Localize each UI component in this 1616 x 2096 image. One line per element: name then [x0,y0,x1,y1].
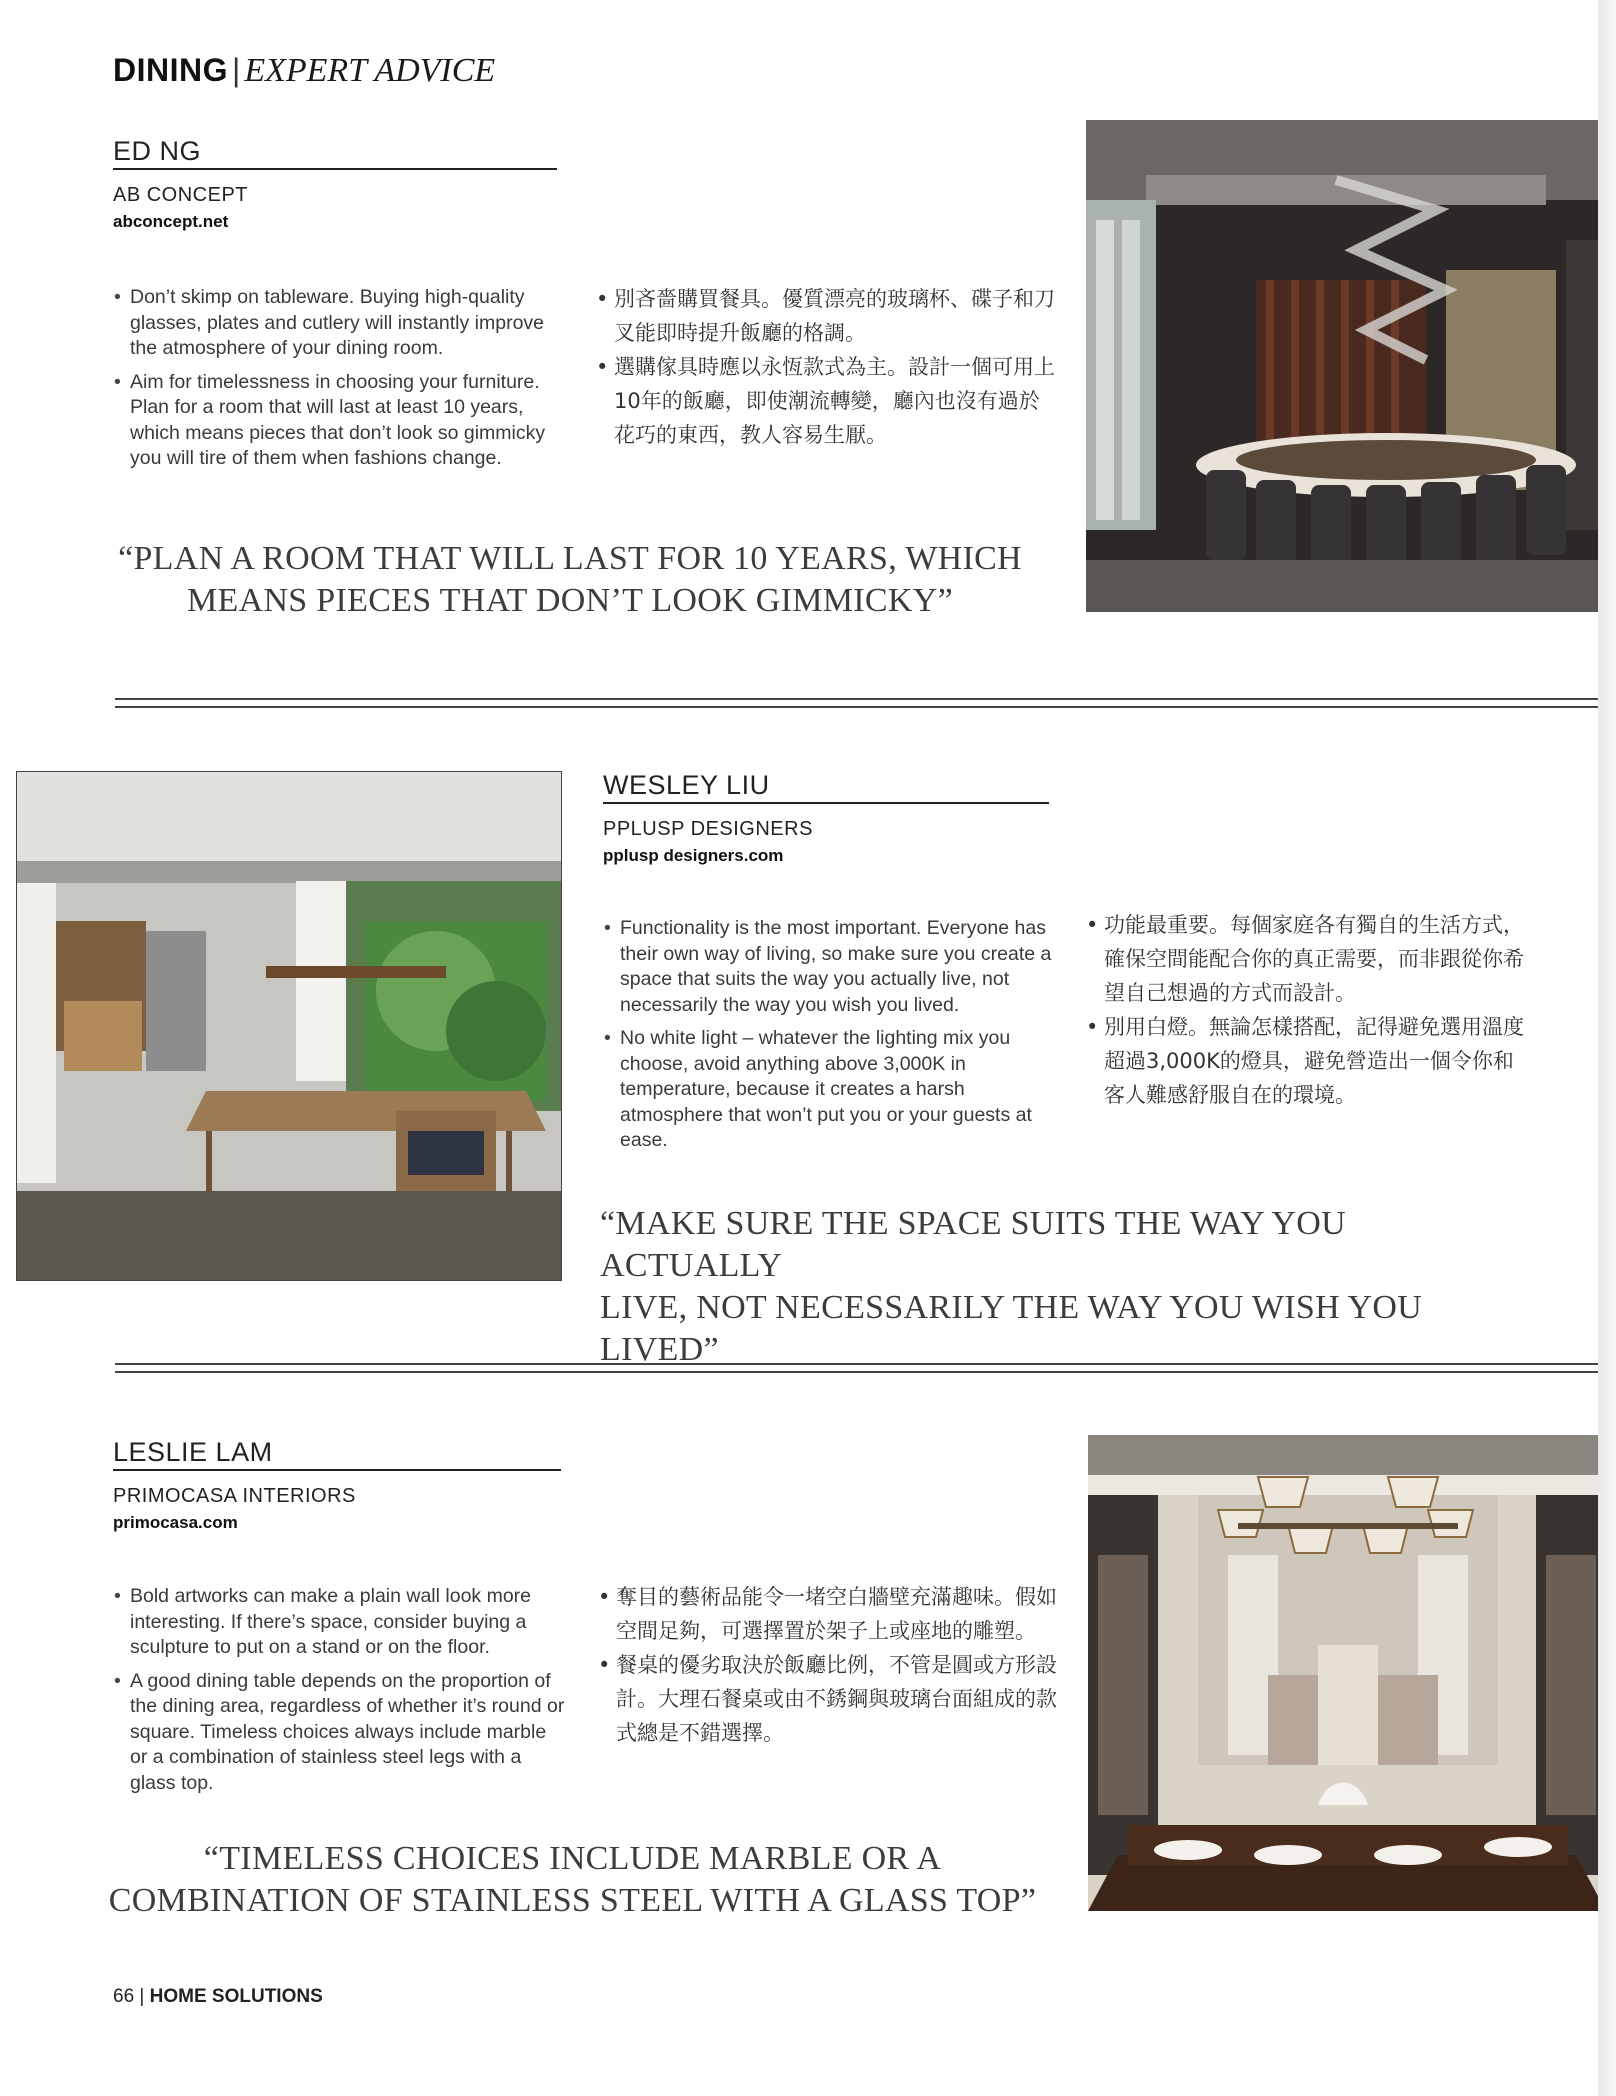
page-footer [113,1986,323,2008]
tip-item: • Don’t skimp on tableware. Buying high-quality glasses, plates and cutlery will instantly improve the atmosphere of your dining room. [114,285,564,362]
tips-english [114,1584,568,1804]
tip-item: • Functionality is the most important. Everyone has their own way of living, so make sure you create a space that suits the way you actually live, not necessarily the way you wish you lived. [604,916,1058,1018]
tip-item-zh: • 別吝嗇購買餐具。優質漂亮的玻璃杯、碟子和刀叉能即時提升飯廳的格調。 [596,282,1056,350]
tips-english [604,916,1058,1162]
tip-item-zh: • 功能最重要。每個家庭各有獨自的生活方式，確保空間能配合你的真正需要，而非跟從你希望自己想過的方式而設計。 [1086,908,1534,1010]
tip-item: • A good dining table depends on the proportion of the dining area, regardless of whether it’s round or square. Timeless choices always include marble or a combination of stainless steel legs with a glass top. [114,1669,568,1797]
designer-firm: PPLUSP DESIGNERS [603,818,813,840]
tip-item-zh: • 餐桌的優劣取決於飯廳比例，不管是圓或方形設計。大理石餐桌或由不銹鋼與玻璃台面組成的款式總是不錯選擇。 [598,1648,1060,1750]
quote-line: MEANS PIECES THAT DON’T LOOK GIMMICKY” [186,582,954,619]
name-underline [113,168,557,170]
page-header [113,52,495,90]
tip-item-zh: • 奪目的藝術品能令一堵空白牆壁充滿趣味。假如空間足夠，可選擇置於架子上或座地的雕塑。 [598,1580,1060,1648]
designer-name: WESLEY LIU [603,770,770,800]
pull-quote [100,538,1040,622]
pull-quote [600,1203,1530,1371]
designer-firm: PRIMOCASA INTERIORS [113,1485,356,1507]
dining-room-photo-1 [1086,120,1612,612]
tip-item: • Aim for timelessness in choosing your furniture. Plan for a room that will last at least 10 years, which means pieces that don’t look so gimmicky you will tire of them when fashions change. [114,370,564,472]
tip-item: • Bold artworks can make a plain wall look more interesting. If there’s space, consider buying a sculpture to put on a stand or on the floor. [114,1584,568,1661]
tips-chinese [598,1580,1060,1750]
quote-line: “MAKE SURE THE SPACE SUITS THE WAY YOU ACTUALLY [600,1205,1346,1284]
tip-item-zh: • 別用白燈。無論怎樣搭配，記得避免選用溫度超過3,000K的燈具，避免營造出一個令你和客人難感舒服自在的環境。 [1086,1010,1534,1112]
tips-chinese [1086,908,1534,1112]
quote-line: COMBINATION OF STAINLESS STEEL WITH A GLASS TOP” [108,1882,1037,1919]
quote-line: “TIMELESS CHOICES INCLUDE MARBLE OR A [203,1840,942,1877]
section-label: DINING [113,52,228,88]
tip-item-zh: • 選購傢具時應以永恆款式為主。設計一個可用上10年的飯廳，即使潮流轉變，廳內也沒有過於花巧的東西，教人容易生厭。 [596,350,1056,452]
designer-name: LESLIE LAM [113,1437,273,1467]
designer-website: pplusp designers.com [603,846,784,865]
tips-english [114,285,564,480]
tips-chinese [596,282,1056,452]
quote-line: LIVE, NOT NECESSARILY THE WAY YOU WISH YOU LIVED” [600,1289,1423,1368]
section-subtitle: EXPERT ADVICE [244,52,496,89]
page-number: 66 [113,1986,135,2007]
name-underline [113,1469,561,1471]
designer-website: abconcept.net [113,212,229,231]
page-edge-shadow [1598,0,1616,2096]
quote-line: “PLAN A ROOM THAT WILL LAST FOR 10 YEARS, WHICH [118,540,1022,577]
section-divider [115,1363,1605,1373]
designer-firm: AB CONCEPT [113,184,249,206]
name-underline [603,802,1049,804]
dining-room-photo-3 [1088,1435,1606,1911]
designer-website: primocasa.com [113,1513,238,1532]
tip-item: • No white light – whatever the lighting mix you choose, avoid anything above 3,000K in temperature, because it creates a harsh atmosphere that won’t put you or your guests at ease. [604,1026,1058,1154]
publication-name: HOME SOLUTIONS [149,1986,323,2007]
section-divider [115,698,1605,708]
dining-room-photo-2 [16,771,562,1281]
designer-name: ED NG [113,136,202,166]
header-separator: | [232,52,241,88]
footer-separator: | [139,1986,145,2007]
pull-quote [100,1838,1045,1922]
